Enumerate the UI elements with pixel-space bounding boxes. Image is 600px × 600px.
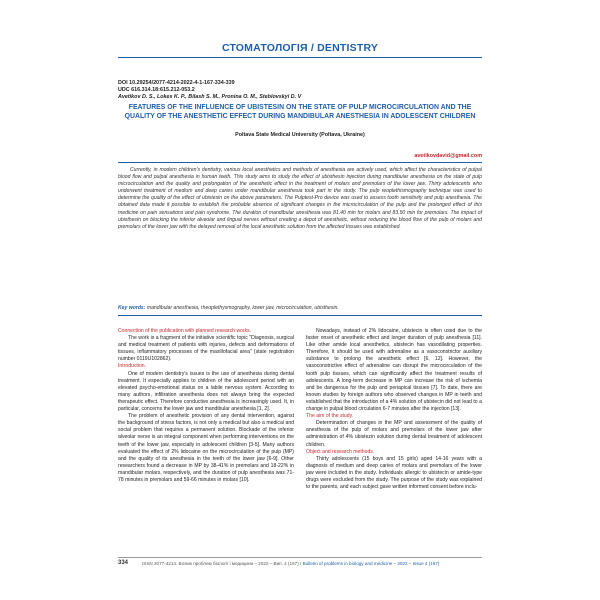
footer-divider [118,557,482,558]
abstract: Currently, in modern children's dentistry, various local anesthetics and methods of anesthesia are actively used, which affect the characteristics of pulpal blood flow and pulpal anesthesia in human teeth. This study aims to study the effect of ubisthesin injection during mandibular anesthesia on the state of pulp microcirculation and the quality and prolongation of the anesthetic effect in the treatment of molars and premolars of the lower jaw. Thirty adolescents who underwent treatment of medium and deep caries under mandibular anesthesia took part in the study. The pulp reoplethismography technique was used to determine the quality of the effect of ubistesin on the above parameters. The Pulptest-Pro device was used to assess tooth sensitivity and pulp anesthesia. The obtained data made it possible to establish the probable absence of significant changes in the microcirculation of the pulp and the prolonged effect of this medicine on pain sensations and pain syndrome. The duration of mandibular anesthesia was 81.40 min for molars and 83.50 min for premolars. The impact of ubisthesin on blocking the inferior alveolar and lingual nerves without creating a depot of anesthetic, without reducing the blood flow of the pulp of molars and premolars of the lower jaw with the delayed removal of the local anesthetic solution from the affected tissues was established. [118,167,482,230]
affiliation: Poltava State Medical University (Poltava, Ukraine) [235,132,365,138]
paragraph: Thirty adolescents (15 boys and 15 girls) aged 14-16 years with a diagnosis of medium and deep caries of molars and premolars of the lower jaw were included in the study. Individuals allergic to ubistecin or amide-type drugs were excluded from the study. The purpose of the study was explained to the parents, and each subject gave written informed consent before inclu- [306,455,482,491]
authors: Avetikov D. S., Lokes K. P., Bilash S. M., Pronina O. M., Steblovskyi D. V [118,94,302,100]
left-column [118,328,294,484]
section-heading: Object and research methods. [306,448,375,455]
paragraph: One of modern dentistry's issues is the use of anesthesia during dental treatment. It especially applies to children of the adolescent period with an elevated psycho-emotional status on a labile nervous system. According to many authors, infiltration anesthesia does not always bring the expected therapeutic effect. Therefore conductive anesthesia is increasingly used. It, in particular, concerns the lower jaw and mandibular anesthesia [1, 2]. [118,370,294,413]
page-number: 334 [118,560,129,566]
email-divider [118,162,482,163]
keywords [118,305,482,311]
paragraph: Nowadays, instead of 2% lidocaine, ubistecin is often used due to the faster onset of anesthetic effect and longer duration of pulp anesthesia [11]. Like other amide local anesthetics, ubistecin has vasodilating properties. Therefore, it should be used with adrenaline as a vasoconstrictor auxiliary substance to prolong the anesthetic effect [6, 12]. However, the vasoconstrictive effect of adrenaline can disrupt the microcirculation of the tooth pulp tissues, which can significantly affect the treatment results of adolescents. A long-term decrease in MP can increase the risk of ischemia and be dangerous for the pulp and periapical tissues [7]. To date, there are known studies by foreign authors who observed changes in MP in teeth and established that the introduction of a 4% solution of ubistecin did not lead to a change in pulpal blood circulation 6-7 minutes after the injection [13]. [306,328,482,413]
section-title: СТОМАТОЛОГІЯ / DENTISTRY [221,42,379,54]
keywords-text: mandibular anesthesia, rheoplethysmography, lower jaw, microcirculation, ubisthesin. [146,305,339,311]
article-title: FEATURES OF THE INFLUENCE OF UBISTESIN ON THE STATE OF PULP MICROCIRCULATION AND THE QUALITY OF THE ANESTHETIC EFFECT DURING MANDIBULAR ANESTHESIA IN ADOLESCENT CHILDREN [124,104,476,120]
section-heading: Connection of the publication with planned research works. [118,328,252,334]
footer-citation [142,561,439,566]
footer-issn: ISSN 2077-4214. Вісник проблем біології і медицини – 2022 – Вип. 4 (167) / [142,561,303,566]
paragraph: Determination of changes in the MP and assessment of the quality of anesthesia of the pulp of molars and premolars of the lower jaw after administration of 4% ubistezin solution during dental treatment of adolescent children. [306,420,482,448]
footer-journal: Bulletin of problems in biology and medicine – 2022 – Issue 4 (167) [302,561,440,566]
keywords-divider [118,315,482,316]
section-heading: Introduction. [118,363,147,370]
paragraph: The problem of anesthetic provision of any dental intervention, against the background of stress factors, is not only a medical but also a medical and social problem that requires a permanent solution. Blockade of the inferior alveolar nerve is an integral component when performing interventions on the teeth of the lower jaw, especially in adolescent children [3-5]. Many authors evaluated the effect of 2% lidocaine on the microcirculation of the pulp (MP) and the quality of its anesthesia in the teeth of the lower jaw [6-9]. Other researchers found a decrease in MP by 38-41% in premolars and 18-22% in mandibular molars, respectively, and the duration of pulp anesthesia was 71-78 minutes in premolars and 59-66 minutes in molars [10]. [118,413,294,483]
right-column [306,328,482,491]
doi: DOI 10.29254/2077-4214-2022-4-1-167-334-339 [118,80,235,86]
keywords-label: Key words: [118,305,146,311]
section-divider [118,57,482,58]
author-email[interactable]: avetikovdavid@gmail.com [414,153,482,159]
section-heading: The aim of the study. [306,413,354,420]
udc: UDC 616.314.18:615.212-053.2 [118,87,195,93]
paragraph: The work is a fragment of the initiative scientific topic "Diagnosis, surgical and medical treatment of patients with injuries, defects and deformations of tissues, inflammatory processes of the maxillofacial area" (state registration number 0119U102862). [118,335,294,363]
